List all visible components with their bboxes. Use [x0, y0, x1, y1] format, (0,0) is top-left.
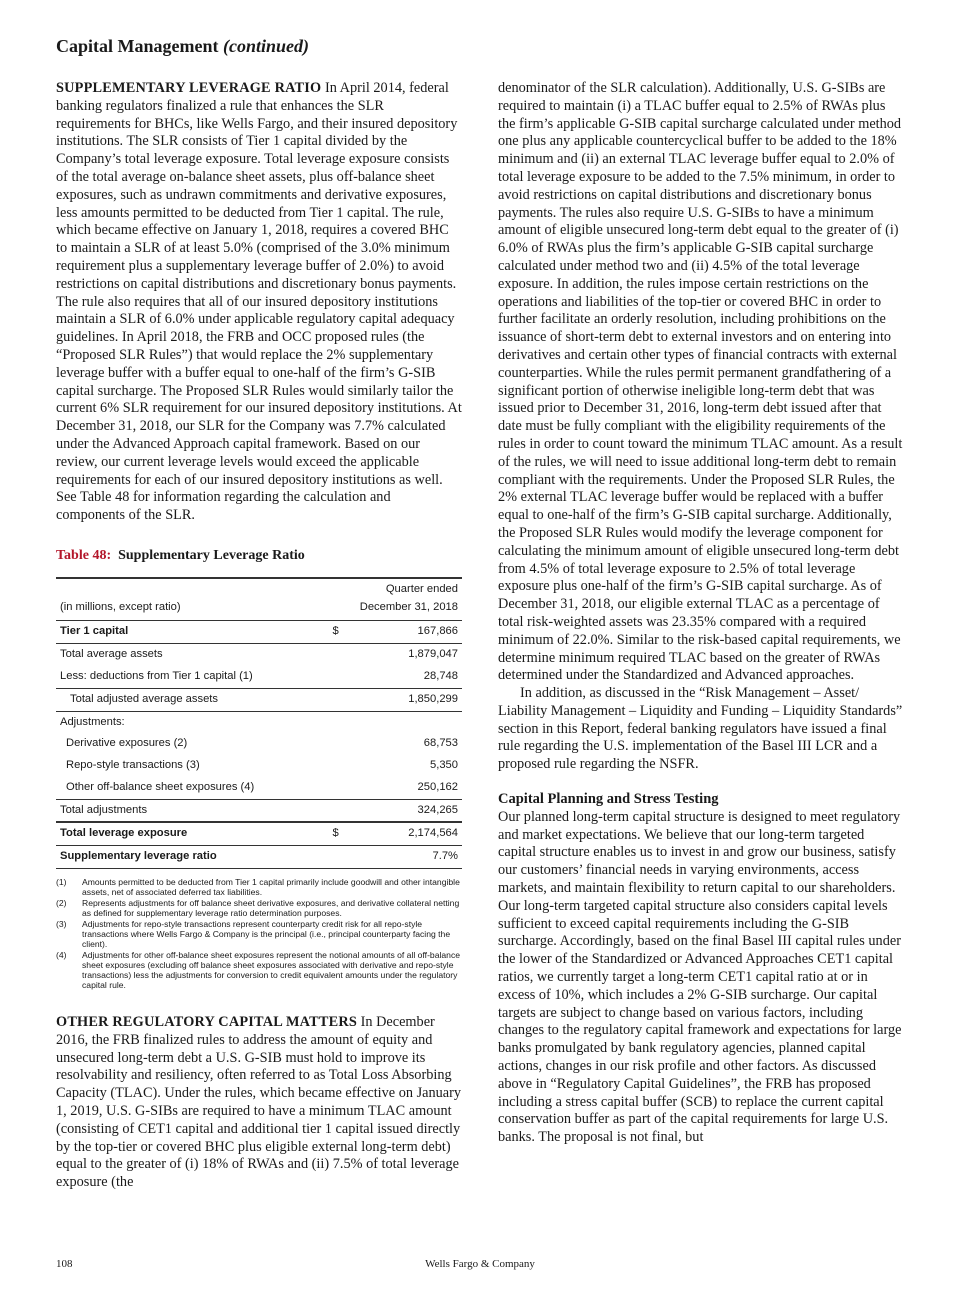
orcm-paragraph — [56, 1014, 462, 1192]
table-header-row — [56, 578, 462, 621]
footnotes — [56, 877, 462, 990]
row-label: Adjustments: — [56, 711, 329, 733]
orcm-lead: OTHER REGULATORY CAPITAL MATTERS — [56, 1014, 358, 1031]
left-column — [56, 80, 462, 1192]
slr-paragraph — [56, 80, 462, 525]
footnote: (1) Amounts permitted to be deducted from Tier 1 capital primarily include goodwill and other intangible assets, net of associated deferred tax liabilities. — [56, 877, 460, 898]
table-caption — [56, 547, 462, 565]
unit-label: (in millions, except ratio) — [56, 578, 329, 621]
dollar-sign: $ — [329, 822, 357, 845]
right-column — [498, 80, 904, 1147]
lcr-paragraph: In addition, as discussed in the “Risk Management – Asset/ Liability Management – Liquidity and Funding – Liquidity Standards” section in this Report, federal banking regulators have issued a final rule regarding the U.S. implementation of the Basel III LCR and a proposed rule regarding the NSFR. — [498, 685, 903, 773]
row-value: 5,350 — [430, 759, 458, 772]
table-row — [56, 799, 462, 822]
page-number: 108 — [56, 1258, 73, 1270]
table-row — [56, 644, 462, 666]
row-value: 167,866 — [357, 621, 462, 644]
footer-company: Wells Fargo & Company — [425, 1258, 535, 1270]
row-value: 2,174,564 — [357, 822, 462, 845]
slr-body: In April 2014, federal banking regulators finalized a rule that enhances the SLR requirements for BHCs, like Wells Fargo, and their insured depository institutions. The SLR consists of Tier 1 capital divided by the Company’s total leverage exposure. Total leverage exposure consists of the total average on-balance sheet assets, plus off-balance sheet exposures, such as undrawn commitments and derivative exposures, less amounts permitted to be deducted from Tier 1 capital. The rule, which became effective on January 1, 2018, requires a covered BHC to maintain a SLR of at least 5.0% (comprised of the 3.0% minimum requirement plus a supplementary leverage buffer of 2.0%) to avoid restrictions on capital distributions and discretionary bonus payments. The rule also requires that all of our insured depository institutions maintain a SLR of 6.0% under applicable regulatory capital adequacy guidelines. In April 2018, the FRB and OCC proposed rules (the “Proposed SLR Rules”) that would replace the 2% supplementary leverage buffer with a buffer equal to one-half of the firm’s G-SIB capital surcharge. The Proposed SLR Rules would similarly tailor the current 6% SLR requirement for our insured depository institutions. At December 31, 2018, our SLR for the Company was 7.7% calculated under the Advanced Approach capital framework. Based on our review, our current leverage levels would exceed the applicable requirements for each of our insured depository institutions as well. See Table 48 for information regarding the calculation and components of the SLR. — [56, 80, 462, 524]
table-row — [56, 733, 462, 755]
table-row — [56, 688, 462, 711]
page-title-text: Capital Management — [56, 36, 219, 56]
row-label: Total adjustments — [56, 799, 329, 822]
row-label: Supplementary leverage ratio — [56, 846, 329, 869]
row-value: 250,162 — [417, 780, 458, 793]
slr-table — [56, 577, 462, 869]
dollar-sign: $ — [329, 621, 357, 644]
row-label: Repo-style transactions (3) — [66, 759, 200, 772]
row-value: 7.7% — [357, 846, 462, 869]
column-header: Quarter ended December 31, 2018 — [329, 578, 462, 621]
table-row — [56, 777, 462, 799]
row-value: 1,850,299 — [357, 688, 462, 711]
table-row — [56, 711, 462, 733]
table-row — [56, 846, 462, 869]
row-label: Tier 1 capital — [56, 621, 329, 644]
tlac-paragraph: denominator of the SLR calculation). Additionally, U.S. G-SIBs are required to maintain (i) a TLAC buffer equal to 2.5% of RWAs plus the firm’s applicable G-SIB capital surcharge calculated under method one plus any applicable countercyclical buffer to be added to the 18% minimum and (ii) an external TLAC leverage buffer equal to 2.0% of total leverage exposure to be added to the 7.5% minimum, in order to avoid restrictions on capital distributions and discretionary bonus payments. The rules also require U.S. G-SIBs to have a minimum amount of eligible unsecured long-term debt equal to the greater of (i) 6.0% of RWAs plus the firm’s applicable G-SIB capital surcharge calculated under method two and (ii) 4.5% of the total leverage exposure. In addition, the rules impose certain restrictions on the operations and liabilities of the top-tier or covered BHC in order to further facilitate an orderly resolution, including prohibitions on the issuance of short-term debt to external investors and on entering into derivatives and certain other types of financial contracts with external counterparties. While the rules permit permanent grandfathering of a significant portion of otherwise ineligible long-term debt that was issued prior to December 31, 2016, long-term debt issued after that date must be fully compliant with the eligibility requirements of the rules in order to count toward the minimum TLAC amount. As a result of the rules, we will need to issue additional long-term debt to remain compliant with the requirements. Under the Proposed SLR Rules, the 2% external TLAC leverage buffer would be replaced with a buffer equal to one-half of the firm’s G-SIB capital surcharge. Additionally, the Proposed SLR Rules would modify the leverage component for calculating the minimum amount of eligible unsecured long-term debt from 4.5% of total leverage exposure to 2.5% of total leverage exposure plus one-half of the firm’s G-SIB capital surcharge. As of December 31, 2018, our eligible external TLAC as a percentage of total risk-weighted assets was 23.35% compared with a required minimum of 22.0%. Similar to the risk-based capital requirements, we determine minimum required TLAC based on the greater of RWAs determined under the Standardized and Advanced approaches. — [498, 80, 903, 684]
row-label: Less: deductions from Tier 1 capital (1) — [60, 669, 253, 682]
orcm-body: In December 2016, the FRB finalized rules to address the amount of equity and unsecured long-term debt a U.S. G-SIB must hold to improve its resolvability and resiliency, often referred to as Total Loss Absorbing Capacity (TLAC). Under the rules, which became effective on January 1, 2019, U.S. G-SIBs are required to have a minimum TLAC amount (consisting of CET1 capital and additional tier 1 capital issued directly by the top-tier or covered BHC plus eligible external long-term debt) equal to the greater of (i) 18% of RWAs and (ii) 7.5% of total leverage exposure (the — [56, 1014, 462, 1191]
slr-lead: SUPPLEMENTARY LEVERAGE RATIO — [56, 80, 322, 96]
page-title-suffix: (continued) — [222, 36, 309, 56]
table-number: Table 48: — [56, 547, 112, 563]
row-label: Derivative exposures (2) — [66, 737, 188, 750]
section-heading: Capital Planning and Stress Testing — [498, 791, 719, 808]
row-label: Other off-balance sheet exposures (4) — [66, 780, 255, 793]
table-row — [56, 621, 462, 644]
footnote: (2) Represents adjustments for off balance sheet derivative exposures, and derivative collateral netting as defined for supplementary leverage ratio determination purposes. — [56, 898, 460, 919]
row-value: 28,748 — [423, 669, 458, 682]
footnote: (4) Adjustments for other off-balance sheet exposures represent the notional amounts of all off-balance sheet exposures (excluding off balance sheet exposures associated with derivative and repo-style transactions) less the adjustments for conversion to credit equivalent amounts under the regulatory capital rule. — [56, 950, 461, 991]
page-title — [56, 36, 309, 57]
row-value: 1,879,047 — [357, 644, 462, 666]
table-row — [56, 666, 462, 688]
table-row — [56, 755, 462, 777]
row-label: Total leverage exposure — [56, 822, 329, 845]
footnote: (3) Adjustments for repo-style transactions represent counterparty credit risk for all repo-style transactions where Wells Fargo & Company is the principal (i.e., principal counterparty facing the client). — [56, 919, 451, 950]
capital-planning-paragraph: Our planned long-term capital structure is designed to meet regulatory and market expectations. We believe that our long-term targeted capital structure enables us to invest in and grow our business, satisfy our customers’ financial needs in varying environments, access markets, and maintain flexibility to return capital to our shareholders. Our long-term targeted capital structure also considers capital levels sufficient to exceed capital requirements including the G-SIB surcharge. Accordingly, based on the final Basel III capital rules under the lower of the Standardized or Advanced Approaches CET1 capital ratios, we currently target a long-term CET1 capital ratio at or in excess of 10%, which includes a 2% G-SIB surcharge. Our capital targets are subject to change based on various factors, including changes to the regulatory capital framework and expectations for large banks promulgated by bank regulatory agencies, planned capital actions, changes in our risk profile and other factors. As discussed above in “Regulatory Capital Guidelines”, the FRB has proposed including a stress capital buffer (SCB) to replace the current capital conservation buffer as part of the capital requirements for large U.S. banks. The proposal is not final, but — [498, 808, 902, 1146]
table-title: Supplementary Leverage Ratio — [118, 547, 305, 563]
row-label: Total average assets — [56, 644, 329, 666]
row-value: 324,265 — [357, 799, 462, 822]
row-label: Total adjusted average assets — [56, 688, 329, 711]
table-row — [56, 822, 462, 845]
row-value: 68,753 — [423, 737, 458, 750]
